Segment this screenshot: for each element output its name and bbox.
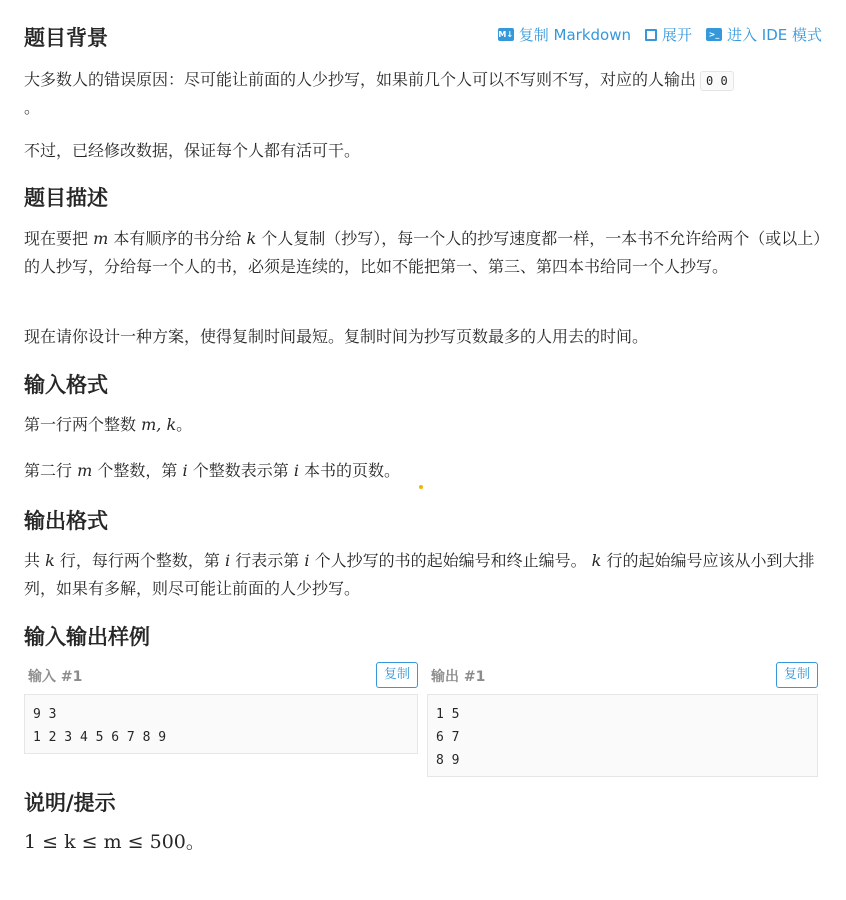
problem-toolbar — [498, 24, 822, 45]
input2-text-d: 本书的页数。 — [304, 461, 401, 480]
sample-input-content: 9 3 1 2 3 4 5 6 7 8 9 — [24, 694, 418, 754]
expand-button[interactable] — [645, 24, 692, 45]
output-text-e: 行的起始编号应该从小到大排列，如果有多解，则尽可能让前面的人少抄写。 — [24, 551, 815, 598]
hint-paragraph — [24, 828, 824, 856]
input-format-heading: 输入格式 — [24, 373, 108, 397]
math-k: k — [591, 551, 602, 570]
sample-output-title: 输出 #1 — [431, 669, 486, 685]
expand-icon — [645, 29, 657, 41]
math-i: i — [225, 551, 231, 570]
ide-mode-label: 进入 IDE 模式 — [727, 26, 822, 44]
copy-output-button[interactable]: 复制 — [776, 662, 818, 688]
sample-input-title: 输入 #1 — [28, 669, 83, 685]
inline-code: 0 0 — [700, 71, 734, 91]
sample-output-header — [427, 662, 818, 690]
math-k: k — [246, 229, 257, 248]
input-format-line-2 — [24, 457, 824, 485]
input-text-a: 第一行两个整数 — [24, 415, 137, 434]
copy-markdown-button[interactable] — [498, 24, 631, 45]
input2-text-b: 个整数，第 — [97, 461, 178, 480]
math-m-k: m, k — [141, 415, 177, 434]
description-heading: 题目描述 — [24, 186, 108, 210]
output-text-d: 个人抄写的书的起始编号和终止编号。 — [314, 551, 587, 570]
sample-output-panel — [427, 662, 818, 777]
terminal-icon: >_ — [706, 28, 722, 41]
background-paragraph-1 — [24, 66, 824, 122]
math-i: i — [293, 461, 299, 480]
math-m: m — [93, 229, 109, 248]
output-format-heading: 输出格式 — [24, 509, 108, 533]
description-paragraph-2: 现在请你设计一种方案，使得复制时间最短。复制时间为抄写页数最多的人用去的时间。 — [24, 327, 649, 346]
output-format-paragraph — [24, 547, 824, 603]
markdown-icon: M↓ — [498, 30, 514, 39]
sample-input-panel — [24, 662, 418, 754]
desc-text-b: 本有顺序的书分给 — [113, 229, 242, 248]
copy-markdown-label: 复制 Markdown — [518, 26, 631, 44]
output-text-b: 行，每行两个整数，第 — [59, 551, 220, 570]
cursor-dot — [419, 485, 423, 489]
math-i: i — [304, 551, 310, 570]
ide-mode-button[interactable] — [706, 24, 822, 45]
math-m: m — [77, 461, 93, 480]
copy-input-button[interactable]: 复制 — [376, 662, 418, 688]
hint-end: 。 — [185, 831, 205, 853]
background-heading: 题目背景 — [24, 26, 108, 50]
math-k: k — [45, 551, 55, 570]
sample-output-content: 1 5 6 7 8 9 — [427, 694, 818, 777]
desc-text-c: 个人复制（抄写），每一个人的抄写速度都一样，一本书不允许给两个（或以上）的人抄写，分给每一个人的书，必须是连续的，比如不能把第一、第三、第四本书给同一个人抄写。 — [24, 229, 822, 276]
hint-formula: 1 ≤ k ≤ m ≤ 500 — [24, 831, 186, 853]
input-format-line-1 — [24, 411, 824, 439]
expand-label: 展开 — [661, 26, 692, 44]
sample-input-header — [24, 662, 418, 690]
background-paragraph-2: 不过，已经修改数据，保证每个人都有活可干。 — [24, 141, 361, 160]
description-paragraph-1 — [24, 225, 824, 281]
input2-text-c: 个整数表示第 — [192, 461, 289, 480]
output-text-a: 共 — [24, 551, 41, 570]
desc-text-a: 现在要把 — [24, 229, 89, 248]
hint-heading: 说明/提示 — [24, 791, 116, 815]
background-text: 大多数人的错误原因：尽可能让前面的人少抄写，如果前几个人可以不写则不写，对应的人输出 — [24, 70, 697, 89]
input2-text-a: 第二行 — [24, 461, 73, 480]
samples-heading: 输入输出样例 — [24, 625, 150, 649]
input-text-b: 。 — [176, 415, 193, 434]
background-text-end: 。 — [24, 98, 41, 117]
math-i: i — [182, 461, 188, 480]
output-text-c: 行表示第 — [235, 551, 300, 570]
